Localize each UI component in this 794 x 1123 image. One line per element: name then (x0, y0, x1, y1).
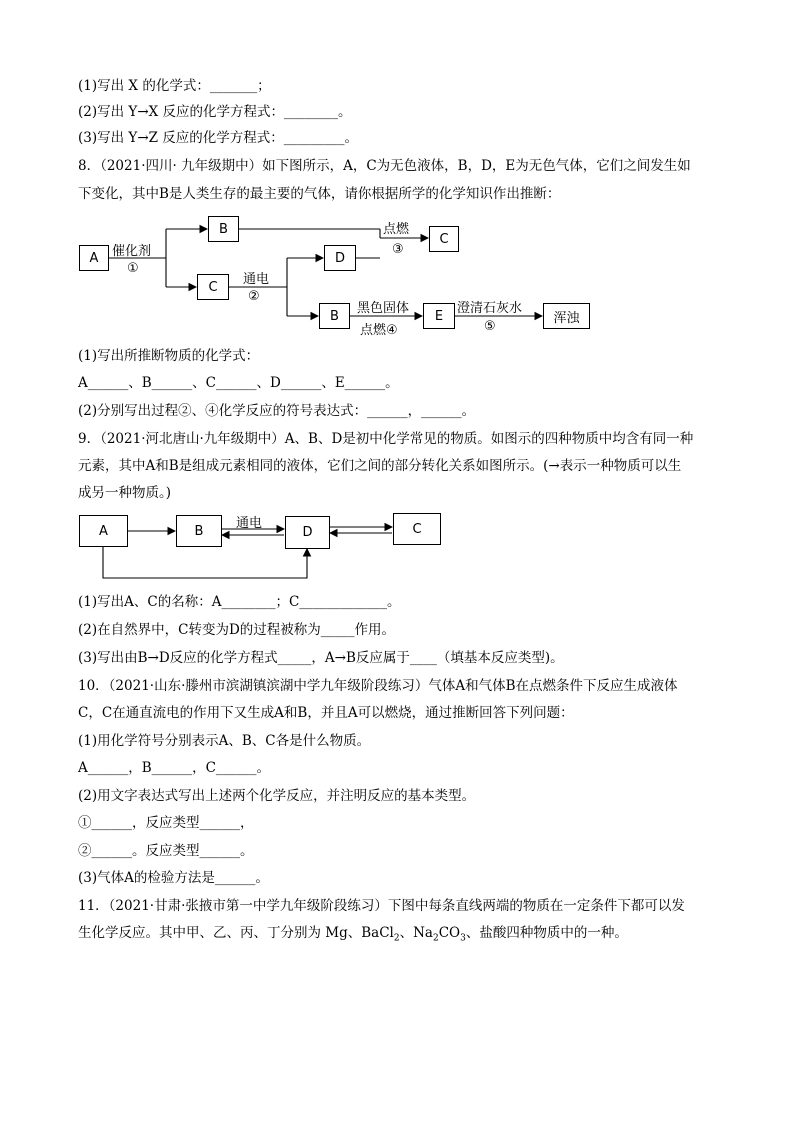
q8-part2: (2)分别写出过程②、④化学反应的符号表达式：______，______。 (78, 403, 476, 419)
q10-part2-reaction2: ②______。反应类型______。 (78, 843, 254, 859)
q9-part3: (3)写出由B→D反应的化学方程式_____，A→B反应属于____（填基本反应类型)。 (78, 650, 564, 666)
q8-box-c-mid: C (197, 274, 229, 300)
q8-label-electrolysis: 通电 (243, 272, 270, 287)
q9-box-c: C (393, 513, 441, 545)
q11-intro-line2-a: 生化学反应。其中甲、乙、丙、丁分别为 Mg、BaCl (78, 925, 394, 941)
q7-part3: (3)写出 Y→Z 反应的化学方程式：_________。 (78, 130, 359, 146)
q8-intro-line2: 下变化，其中B是人类生存的最主要的气体，请你根据所学的化学知识作出推断： (78, 186, 561, 202)
q8-label-catalyst: 催化剂 (112, 244, 152, 259)
q9-intro-line1: 9．（2021·河北唐山·九年级期中）A、B、D是初中化学常见的物质。如图示的四种物质中均含有同一种 (78, 431, 694, 447)
q8-part1-blanks: A______、B______、C______、D______、E______。 (78, 375, 399, 391)
q10-part1: (1)用化学符号分别表示A、B、C各是什么物质。 (78, 733, 371, 749)
q10-intro-line2: C，C在通直流电的作用下又生成A和B，并且A可以燃烧，通过推断回答下列问题： (78, 705, 574, 721)
q8-label-ignite: 点燃 (383, 222, 410, 237)
q8-box-b-bottom: B (319, 303, 350, 329)
q8-label-step5: ⑤ (484, 319, 496, 334)
q11-subscript-2: 2 (393, 933, 400, 944)
q9-intro-line3: 成另一种物质。) (78, 485, 172, 501)
q8-label-step1: ① (127, 261, 139, 276)
q11-intro-line1: 11．（2021·甘肃·张掖市第一中学九年级阶段练习）下图中每条直线两端的物质在一定条件下都可以发 (78, 898, 685, 914)
q11-intro-line2-b: 、Na (399, 925, 433, 941)
q10-part2-reaction1: ①______，反应类型______， (78, 815, 254, 831)
q9-part1: (1)写出A、C的名称：A________；C_____________。 (78, 594, 401, 610)
q9-part2: (2)在自然界中，C转变为D的过程被称为_____作用。 (78, 622, 396, 638)
q9-intro-line2: 元素，其中A和B是组成元素相同的液体，它们之间的部分转化关系如图所示。(→表示一种物质可以生 (78, 458, 682, 474)
q9-box-b: B (176, 515, 222, 547)
q9-label-electrolysis: 通电 (236, 516, 263, 531)
q11-subscript-2b: 2 (432, 933, 439, 944)
q8-box-c-right: C (429, 226, 459, 252)
q8-label-step3: ③ (392, 242, 404, 257)
q7-part1: (1)写出 X 的化学式：_______； (78, 78, 271, 94)
q8-label-black-solid: 黑色固体 (357, 301, 410, 316)
q8-box-turbid: 浑浊 (543, 303, 590, 329)
q11-intro-line2-d: 、盐酸四种物质中的一种。 (465, 925, 628, 941)
q10-part2: (2)用文字表达式写出上述两个化学反应，并注明反应的基本类型。 (78, 788, 476, 804)
q8-label-step2: ② (248, 289, 260, 304)
q8-label-ignite-step4: 点燃④ (360, 323, 398, 338)
q7-part2: (2)写出 Y→X 反应的化学方程式：________。 (78, 104, 352, 120)
q10-part3: (3)气体A的检验方法是______。 (78, 870, 269, 886)
q8-box-a: A (79, 245, 109, 271)
q8-box-e: E (423, 303, 455, 329)
q10-part1-blanks: A______，B______，C______。 (78, 760, 270, 776)
q9-box-a: A (79, 515, 128, 547)
q11-intro-line2-c: CO (438, 925, 461, 941)
q8-label-limewater: 澄清石灰水 (457, 301, 523, 316)
q11-subscript-3: 3 (460, 933, 466, 944)
q8-box-b-top: B (208, 216, 239, 242)
q10-intro-line1: 10．（2021·山东·滕州市滨湖镇滨湖中学九年级阶段练习）气体A和气体B在点燃条件下反应生成液体 (78, 678, 678, 694)
q8-intro-line1: 8．（2021·四川· 九年级期中）如下图所示，A，C为无色液体，B，D，E为无色气体，它们之间发生如 (78, 158, 691, 174)
q8-part1: (1)写出所推断物质的化学式： (78, 348, 260, 364)
q8-box-d: D (324, 245, 356, 271)
q11-intro-line2 (78, 923, 628, 949)
q9-box-d: D (285, 516, 330, 549)
